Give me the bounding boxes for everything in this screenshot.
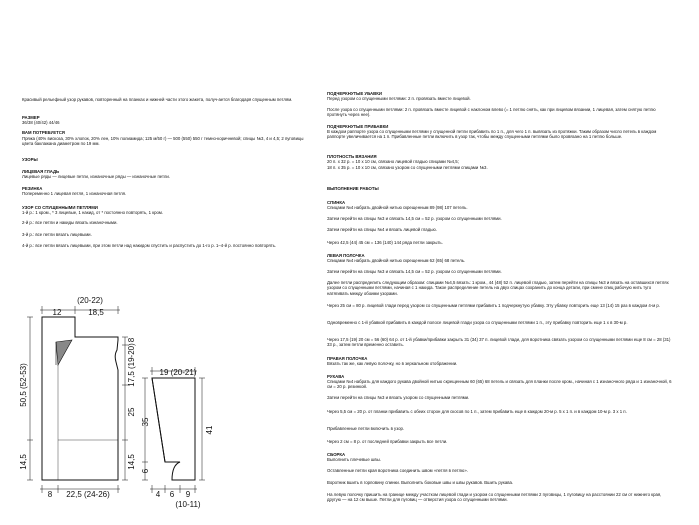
drop-stitch-row-3: 3-й р.: все петли вязать лицевыми.	[22, 232, 92, 237]
increases-heading: ПОДЧЕРКНУТЫЕ ПРИБАВКИ	[327, 124, 389, 129]
density-text-1: 20 п. x 32 р. = 10 x 10 см, связано лицевой гладью спицами №4,5;	[327, 159, 459, 164]
stockinette-heading: ЛИЦЕВАЯ ГЛАДЬ	[22, 169, 60, 174]
left-front-text-3: Далее петли распределить следующим образом: спицами №4,5 вязать: 1 кром., 44 (48) 52 п. лицевой гладью, затем перейти на спицы №3 и вязать на оставшихся петлях узором со спущенными петлями, начиная с 1 накида. Такое распределение петель на двух спицах сохранить до конца детали, при смене спиц рабочую нить туго натягивать между обоими узорами.	[327, 280, 669, 296]
back-text-2: Затем перейти на спицы №3 и связать 14,5 см = 52 р. узором со спущенными петлями.	[327, 216, 502, 221]
drop-stitch-heading: УЗОР СО СПУЩЕННЫМИ ПЕТЛЯМИ	[22, 205, 98, 210]
sleeves-text-3: Через 5,5 см = 20 р. от планки прибавить с обеих сторон для скосов по 1 п., затем прибавить еще в каждом 20-м р. 5 x 1 п. и в каждом 10-м р. 3 x 1 п.	[327, 409, 627, 414]
size-heading: РАЗМЕР	[22, 115, 40, 120]
patterns-heading: УЗОРЫ	[22, 157, 38, 162]
front-top-width-label: (20-22)	[77, 296, 103, 305]
left-front-text-6: Через 17,5 (19) 20 см = 56 (60) 64 р. от 1-й убавки/прибавки закрыть 31 (34) 37 п. лицевой глади, для воротника связать узором со спущенными петлями еще 8 см = 28 (31) 33 р., затем петли временно оставить.	[327, 337, 671, 348]
right-front-heading: ПРАВАЯ ПОЛОЧКА	[327, 356, 368, 361]
size-text: 36/38 (40/42) 44/46	[22, 120, 60, 125]
materials-text: Пряжа (40% вискоза, 30% хлопок, 20% лен, 10% полиамида; 125 м/50 г) — 500 (550) 550 г темно-коричневой; спицы №3, 4 и 4,5; 2 пуговицы цвета баклажана диаметром по 19 мм.	[22, 136, 304, 147]
drop-stitch-row-1: 1-й р.: 1 кром., * 3 лицевые, 1 накид, от * постоянно повторять, 1 кром.	[22, 210, 164, 215]
front-collar-label: 18,5	[88, 308, 104, 317]
assembly-text-3: Воротник вшить в горловину спинки. Выполнить боковые швы и швы рукавов. Вшить рукава.	[327, 480, 514, 485]
assembly-heading: СБОРКА	[327, 452, 346, 457]
left-front-heading: ЛЕВАЯ ПОЛОЧКА	[327, 253, 365, 258]
left-front-text-5: Одновременно с 1-й убавкой прибавить в каждой полосе лицевой глади узора со спущенными петлями 1 п., эту прибавку повторить еще 1 х в 30-м р.	[327, 320, 628, 325]
density-text-2: 18 п. x 35 р. = 10 x 10 см, связано узором со спущенными петлями спицами №3.	[327, 165, 488, 170]
assembly-text-4: На левую полочку пришить на границе между участком лицевой глади и узором со спущенными петлями 2 пуговицы, 1 пуговицу на расстоянии 22 см от нижнего края, другую — на 12 см выше. Петли для пуговиц — отверстия узора со спущенными петлями.	[327, 492, 662, 503]
decreases-heading: ПОДЧЕРКНУТЫЕ УБАВКИ	[327, 91, 382, 96]
sleeves-text-2: Затем перейти на спицы №3 и вязать узором со спущенными петлями.	[327, 395, 470, 400]
intro-text: Красивый рельефный узор рукавов, повторенный на планках и нижней части этого жакета, получ-ается благодаря спущенным петлям.	[22, 97, 293, 102]
left-front-text-2: Затем перейти на спицы №3 и связать 14,5 см = 52 р. узором со спущенными петлями.	[327, 269, 502, 274]
work-heading: ВЫПОЛНЕНИЕ РАБОТЫ	[327, 186, 379, 191]
rib-heading: РЕЗИНКА	[22, 186, 43, 191]
decreases-text-2: После узора со спущенными петлями: 2 п. провязать вместе лицевой с наклоном влево (= 1 петлю снять, как при лицевом вязании, 1 лицевая, затем снятую петлю протянуть через нее).	[327, 107, 656, 118]
sleeve-cuff-label: 6	[141, 468, 150, 474]
increases-text: В каждом раппорте узора со спущенными петлями у спущенной петли прибавить по 1 п., для чего 1 п. вывязать из протяжки. Таким образом число петель в каждом раппорте увеличивается на 1 п. Прибавленные петли включить в узор так, чтобы между спущенными петлями было провязано на 1 петлю больше.	[327, 129, 657, 140]
assembly-text-2: Оставленные петли края воротника соединить швом «петля в петлю».	[327, 468, 468, 473]
drop-stitch-row-2: 2-й р.: все петли и накиды вязать изнаночными.	[22, 220, 118, 225]
front-mid-label: 25	[127, 407, 136, 417]
front-bottom-left-label: 8	[47, 490, 53, 499]
sleeve-bottom-3-label: 9	[185, 490, 191, 499]
density-heading: ПЛОТНОСТЬ ВЯЗАНИЯ	[327, 154, 377, 159]
front-piece-outline	[42, 317, 118, 480]
sleeve-main-height-label: 35	[141, 417, 150, 427]
decreases-text-1: Перед узором со спущенными петлями: 2 п. провязать вместе лицевой.	[327, 96, 471, 101]
front-bottom-height-left: 14,5	[19, 454, 28, 470]
sleeve-bottom-2-label: 6	[169, 490, 175, 499]
back-text-1: Спицами №4 набрать двойной нитью скрещенным 89 (98) 107 петель.	[327, 205, 468, 210]
rib-text: Попеременно 1 лицевая петля, 1 изнаночная петля.	[22, 191, 127, 196]
drop-stitch-row-4: 4-й р.: все петли вязать лицевыми, при этом петли над накидом спустить и распустить до 1-го р. 1–4-й р. постоянно повторять.	[22, 243, 277, 248]
left-front-text-1: Спицами №4 набрать двойной нитью скрещенным 62 (65) 68 петель.	[327, 258, 466, 263]
back-heading: СПИНКА	[327, 200, 346, 205]
sleeve-total-height-label: 41	[205, 425, 214, 435]
materials-heading: ВАМ ПОТРЕБУЕТСЯ	[22, 130, 65, 135]
sleeve-bottom-1-label: 4	[155, 490, 161, 499]
front-armhole-label: 17,5 (19-20)	[127, 343, 136, 387]
sleeves-text-1: Спицами №4 набрать для каждого рукава двойной нитью скрещенным 60 (65) 68 петель и связать для планки после кром., начиная с 1 изнаночного ряда и 1 изнаночной, 6 см = 20 р. резинкой.	[327, 379, 672, 390]
front-bottom-height-right: 14,5	[127, 454, 136, 470]
front-shoulder-label: 12	[52, 308, 62, 317]
left-front-text-4: Через 25 см = 80 р. лицевой глади перед узором со спущенными петлями прибавить 1 подчеркнутую убавку. Эту убавку повторить еще 13 (14) 15 раз в каждом 4-м р.	[327, 303, 660, 308]
front-bottom-width-label: 22,5 (24-26)	[66, 490, 110, 499]
front-collar-height-label: 8	[127, 337, 136, 343]
sleeve-bottom-paren-label: (10-11)	[175, 500, 201, 509]
sleeve-piece-outline	[152, 378, 195, 480]
sleeves-text-4: Прибавленные петли включить в узор.	[327, 426, 405, 431]
right-front-text-1: Вязать так же, как левую полочку, но в зеркальном отображении.	[327, 361, 458, 366]
sleeve-top-label: 19 (20-21)	[159, 368, 197, 377]
back-text-4: Через 42,5 (44) 45 см = 136 (140) 144 ряда петли закрыть.	[327, 240, 443, 245]
stockinette-text: Лицевые ряды — лицевые петли, изнаночные ряды — изнаночные петли.	[22, 174, 170, 179]
assembly-text-1: Выполнить плечевые швы.	[327, 457, 381, 462]
back-text-3: Затем перейти на спицы №4 и вязать лицевой гладью.	[327, 227, 437, 232]
front-height-label: 50,5 (52-53)	[19, 363, 28, 407]
sleeves-heading: РУКАВА	[327, 374, 345, 379]
sleeves-text-5: Через 2 см = 8 р. от последней прибавки закрыть все петли.	[327, 439, 448, 444]
sleeve-dimension-lines	[142, 367, 205, 493]
